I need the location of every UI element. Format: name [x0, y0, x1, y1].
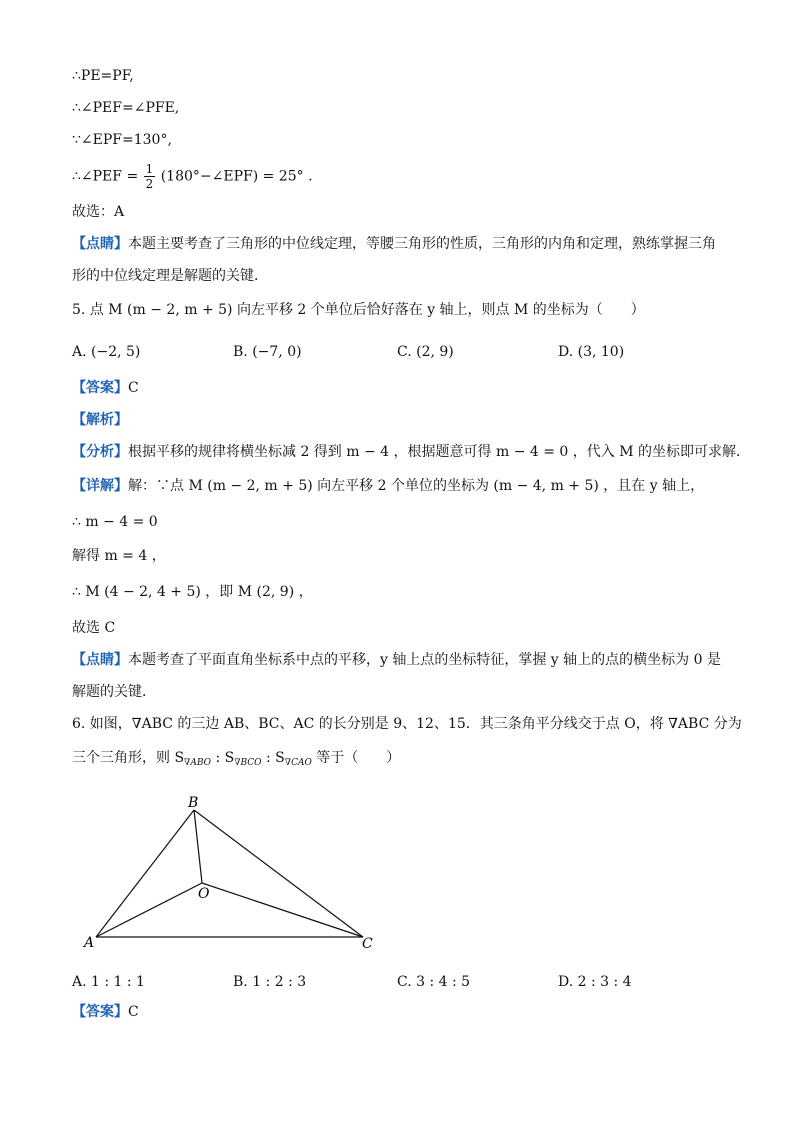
point-label-o: O: [198, 886, 210, 902]
question-6-stem-cont: [72, 748, 400, 773]
bisector-bo: [194, 810, 202, 883]
comment-line: 形的中位线定理是解题的关键．: [72, 268, 268, 284]
solution-step: 故选 C: [72, 620, 116, 636]
solution-step: 解得 m = 4 ，: [72, 548, 166, 564]
area-subscript: ∇CAO: [284, 758, 312, 768]
solution-step: ∴ M (4 − 2, 4 + 5) ，即 M (2, 9) ，: [72, 584, 313, 600]
question-6-stem: 6. 如图，∇ABC 的三边 AB、BC、AC 的长分别是 9、12、15．其三条角平分线交于点 O，将 ∇ABC 分为: [72, 716, 742, 732]
stem-text: 三个三角形，则 S: [72, 750, 185, 766]
q6-option-a: A. 1 : 1 : 1: [72, 974, 145, 990]
detail-tag: 【详解】: [72, 478, 128, 494]
equation-rhs: (180°−∠EPF) = 25° .: [160, 168, 313, 185]
side-bc: [194, 810, 363, 937]
ratio-sep: : S: [261, 750, 285, 766]
q5-option-b: B. (−7, 0): [233, 344, 302, 360]
vertex-label-c: C: [362, 936, 373, 952]
q5-detail: [72, 476, 704, 496]
comment-line: 解题的关键．: [72, 684, 156, 700]
question-5-stem: 5. 点 M (m − 2, m + 5) 向左平移 2 个单位后恰好落在 y 轴上，则点 M 的坐标为（ ）: [72, 302, 645, 318]
comment-tag: 【点睛】: [72, 652, 128, 668]
q6-option-b: B. 1 : 2 : 3: [233, 974, 307, 990]
answer-value: C: [128, 1004, 139, 1020]
side-ab: [96, 810, 194, 937]
q5-option-a: A. (−2, 5): [72, 344, 141, 360]
comment-text: 本题考查了平面直角坐标系中点的平移，y 轴上点的坐标特征，掌握 y 轴上的点的横坐标为 0 是: [128, 652, 721, 668]
bisector-co: [202, 883, 363, 937]
answer-tag: 【答案】: [72, 1004, 128, 1020]
solution-equation: [72, 162, 313, 191]
detail-text: 解：∵点 M (m − 2, m + 5) 向左平移 2 个单位的坐标为 (m − 4, m + 5) ，且在 y 轴上，: [128, 478, 705, 494]
q5-analysis-heading: [72, 410, 128, 430]
stem-text: 等于（ ）: [311, 750, 401, 766]
solution-line: ∴PE=PF,: [72, 68, 134, 84]
equation-lhs: ∴∠PEF =: [72, 168, 139, 185]
comment-line: [72, 234, 716, 254]
fenxi-text: 根据平移的规律将横坐标减 2 得到 m − 4 ，根据题意可得 m − 4 = 0 ，代入 M 的坐标即可求解．: [128, 444, 751, 460]
q6-option-c: C. 3 : 4 : 5: [397, 974, 471, 990]
q5-option-c: C. (2, 9): [397, 344, 454, 360]
comment-text: 本题主要考查了三角形的中位线定理，等腰三角形的性质，三角形的内角和定理，熟练掌握三角: [128, 236, 716, 252]
fraction: [144, 162, 156, 191]
area-subscript: ∇BCO: [234, 758, 262, 768]
solution-line: ∴∠PEF=∠PFE,: [72, 100, 180, 116]
fraction-numerator: 1: [145, 162, 154, 176]
fraction-denominator: 2: [145, 177, 154, 191]
vertex-label-a: A: [84, 935, 95, 951]
answer-tag: 【答案】: [72, 380, 128, 396]
vertex-label-b: B: [188, 795, 199, 811]
ratio-sep: : S: [211, 750, 235, 766]
q5-option-d: D. (3, 10): [558, 344, 625, 360]
comment-tag: 【点睛】: [72, 236, 128, 252]
solution-choice: 故选：A: [72, 204, 125, 220]
bisector-ao: [96, 883, 202, 937]
fenxi-tag: 【分析】: [72, 444, 128, 460]
solution-line: ∵∠EPF=130°,: [72, 132, 172, 148]
triangle-figure: [80, 790, 400, 960]
comment-line: [72, 650, 721, 670]
q5-fenxi: [72, 442, 750, 462]
area-subscript: ∇ABO: [184, 758, 211, 768]
q6-answer: [72, 1002, 139, 1022]
q6-option-d: D. 2 : 3 : 4: [558, 974, 632, 990]
answer-value: C: [128, 380, 139, 396]
q5-answer: [72, 378, 139, 398]
analysis-tag: 【解析】: [72, 412, 128, 428]
solution-step: ∴ m − 4 = 0: [72, 514, 158, 530]
